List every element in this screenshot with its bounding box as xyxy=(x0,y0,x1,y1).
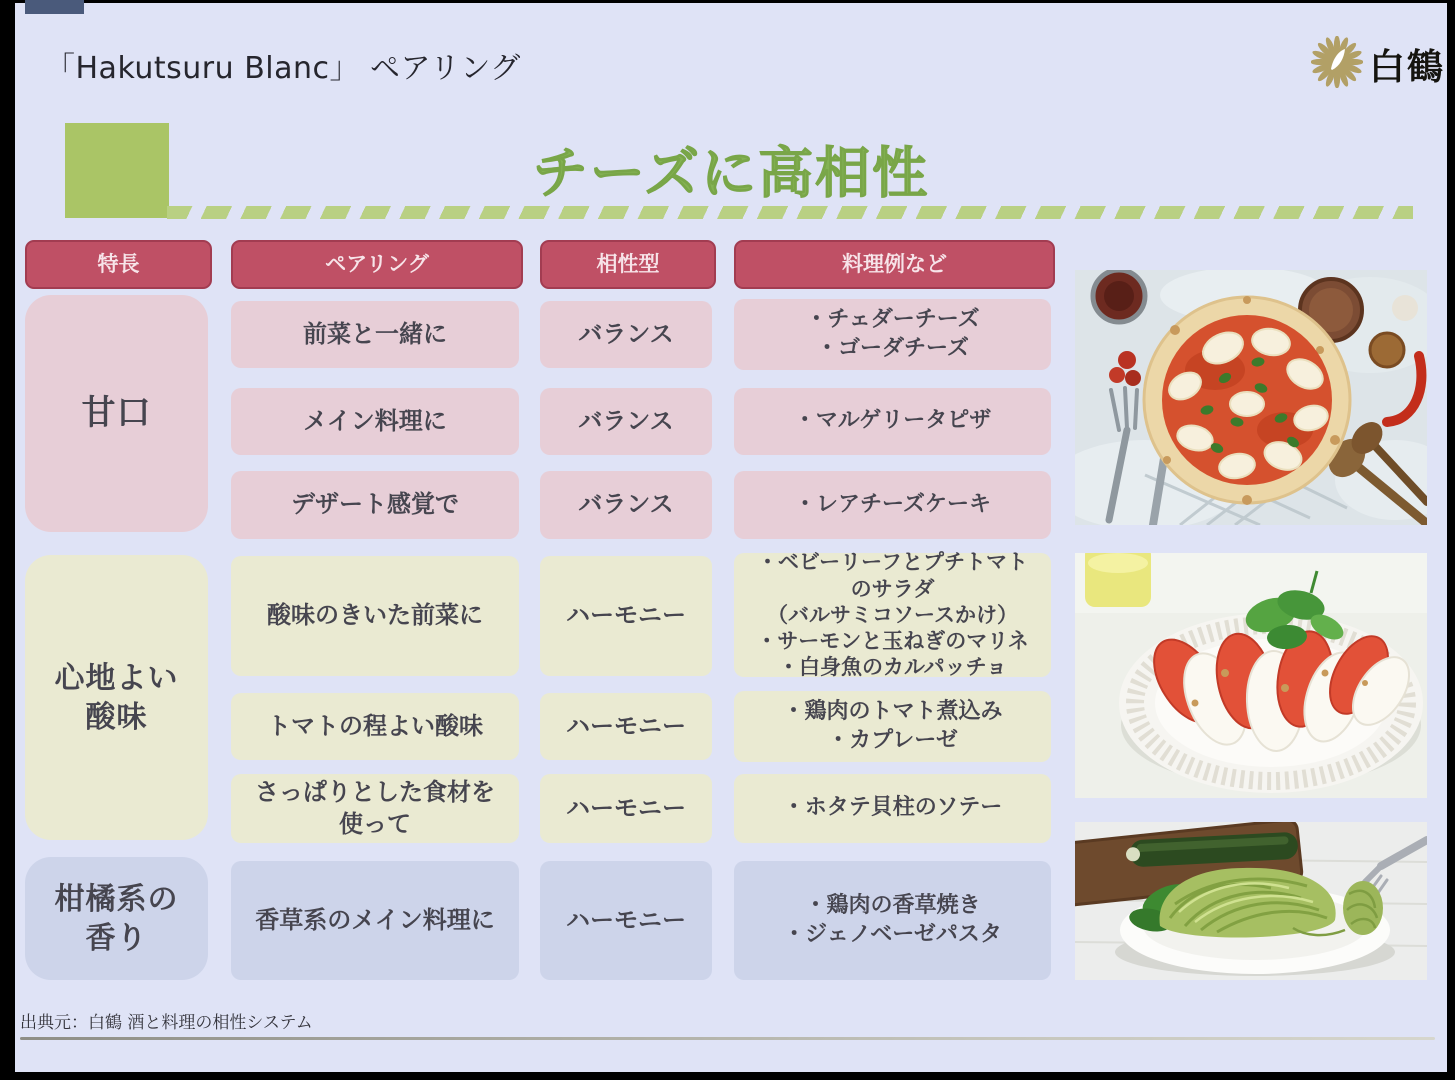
pairing-cell xyxy=(231,301,519,368)
pairing-cell xyxy=(231,693,519,760)
text-line: デザート感覚で xyxy=(291,490,459,519)
footer-divider xyxy=(20,1037,1435,1040)
type-cell: バランス xyxy=(540,388,712,455)
type-cell: ハーモニー xyxy=(540,693,712,760)
corner-accent-rect xyxy=(25,0,84,14)
dishes-cell xyxy=(734,861,1051,980)
text-line: ・レアチーズケーキ xyxy=(794,491,991,517)
feature-cell-citrus xyxy=(25,857,208,980)
crane-emblem-icon xyxy=(1311,36,1363,92)
text-line: ・サーモンと玉ねぎのマリネ xyxy=(756,629,1029,654)
text-line: ・ジェノベーゼパスタ xyxy=(783,921,1002,947)
text-line: 酸味のきいた前菜に xyxy=(267,601,483,630)
dashed-divider xyxy=(167,206,1413,219)
text-line: ・白身魚のカルパッチョ xyxy=(778,655,1007,680)
dishes-cell xyxy=(734,299,1051,370)
text-line: ・ゴーダチーズ xyxy=(816,335,969,361)
dishes-cell xyxy=(734,550,1051,680)
text-line: のサラダ xyxy=(850,576,935,601)
text-line: 香草系のメイン料理に xyxy=(255,905,495,934)
dishes-cell xyxy=(734,471,1051,539)
pairing-cell xyxy=(231,556,519,676)
text-line: 前菜と一緒に xyxy=(303,319,447,348)
column-header-pairing: ペアリング xyxy=(231,240,523,289)
pairing-cell xyxy=(231,388,519,455)
text-line: ・カプレーゼ xyxy=(827,727,958,753)
margherita-pizza-photo xyxy=(1075,270,1427,525)
pairing-cell xyxy=(231,471,519,539)
text-line: さっぱりとした食材を xyxy=(255,778,495,807)
text-line: メイン料理に xyxy=(303,406,447,435)
column-header-feature: 特長 xyxy=(25,240,212,289)
dishes-cell xyxy=(734,388,1051,455)
logo-text: 白鶴 xyxy=(1369,46,1446,88)
caprese-salad-photo xyxy=(1075,553,1427,798)
type-cell: ハーモニー xyxy=(540,861,712,980)
text-line: ・鶏肉のトマト煮込み xyxy=(782,698,1003,724)
text-line: トマトの程よい酸味 xyxy=(267,711,483,740)
feature-cell-acidity xyxy=(25,555,208,840)
column-header-type: 相性型 xyxy=(540,240,716,289)
text-line: 香り xyxy=(85,920,148,956)
column-header-dishes: 料理例など xyxy=(734,240,1055,289)
slide-title: 「Hakutsuru Blanc」 ペアリング xyxy=(45,51,521,86)
hakutsuru-logo xyxy=(1311,36,1445,92)
source-note: 出典元：白鶴 酒と料理の相性システム xyxy=(20,1013,313,1033)
genovese-pasta-photo xyxy=(1075,822,1427,980)
type-cell: ハーモニー xyxy=(540,774,712,843)
dishes-cell xyxy=(734,691,1051,762)
text-line: 使って xyxy=(339,809,411,838)
text-line: ・ベビーリーフとプチトマト xyxy=(756,550,1029,575)
text-line: （バルサミコソースかけ） xyxy=(767,602,1018,627)
text-line: ・マルゲリータピザ xyxy=(793,408,992,434)
text-line: 酸味 xyxy=(85,699,148,735)
type-cell: バランス xyxy=(540,301,712,368)
presentation-slide xyxy=(15,3,1447,1072)
feature-cell-sweet xyxy=(25,295,208,532)
dishes-cell xyxy=(734,774,1051,843)
text-line: 甘口 xyxy=(81,393,152,434)
text-line: 柑橘系の xyxy=(54,881,179,917)
banner-heading: チーズに高相性 xyxy=(532,141,930,205)
type-cell: ハーモニー xyxy=(540,556,712,676)
text-line: 心地よい xyxy=(54,660,179,696)
text-line: ・鶏肉の香草焼き xyxy=(804,892,981,918)
text-line: ・ホタテ貝柱のソテー xyxy=(782,795,1003,821)
type-cell: バランス xyxy=(540,471,712,539)
text-line: ・チェダーチーズ xyxy=(805,306,980,332)
pairing-cell xyxy=(231,861,519,980)
pairing-cell xyxy=(231,774,519,843)
